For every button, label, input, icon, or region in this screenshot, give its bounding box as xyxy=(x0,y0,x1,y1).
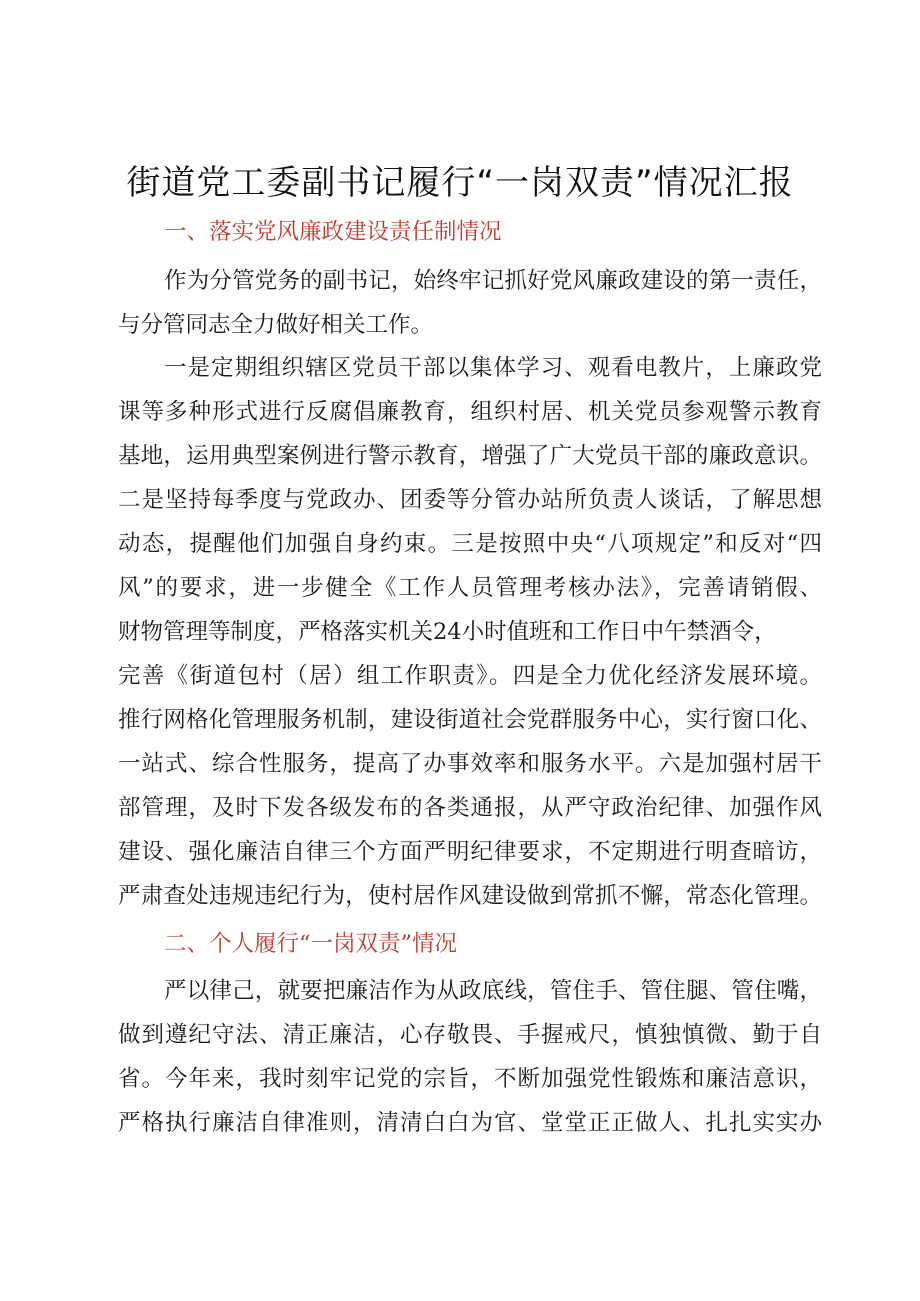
paragraph-line: 完善《街道包村（居）组工作职责》。四是全力优化经济发展环境。 xyxy=(118,663,822,689)
paragraph-line: 风”的要求，进一步健全《工作人员管理考核办法》，完善请销假、 xyxy=(118,575,822,601)
paragraph-line: 严肃查处违规违纪行为，使村居作风建设做到常抓不懈，常态化管理。 xyxy=(118,883,822,909)
paragraph-line: 课等多种形式进行反腐倡廉教育，组织村居、机关党员参观警示教育 xyxy=(118,399,822,425)
paragraph-line: 二是坚持每季度与党政办、团委等分管办站所负责人谈话，了解思想 xyxy=(118,487,822,513)
paragraph-line: 作为分管党务的副书记，始终牢记抓好党风廉政建设的第一责任， xyxy=(164,268,822,294)
paragraph-line: 与分管同志全力做好相关工作。 xyxy=(118,312,434,338)
paragraph-line: 财物管理等制度，严格落实机关24小时值班和工作日中午禁酒令， xyxy=(118,619,777,645)
paragraph-line: 建设、强化廉洁自律三个方面严明纪律要求，不定期进行明查暗访， xyxy=(118,839,822,865)
paragraph-line: 严以律己，就要把廉洁作为从政底线，管住手、管住腿、管住嘴， xyxy=(164,978,822,1004)
paragraph-line: 部管理，及时下发各级发布的各类通报，从严守政治纪律、加强作风 xyxy=(118,795,822,821)
paragraph-line: 一站式、综合性服务，提高了办事效率和服务水平。六是加强村居干 xyxy=(118,751,822,777)
paragraph-line: 基地，运用典型案例进行警示教育，增强了广大党员干部的廉政意识。 xyxy=(118,443,822,469)
section-heading-2: 二、个人履行“一岗双责”情况 xyxy=(164,931,458,957)
paragraph-line: 动态，提醒他们加强自身约束。三是按照中央“八项规定”和反对“四 xyxy=(118,531,822,557)
paragraph-line: 做到遵纪守法、清正廉洁，心存敬畏、手握戒尺，慎独慎微、勤于自 xyxy=(118,1022,822,1048)
paragraph-line: 一是定期组织辖区党员干部以集体学习、观看电教片，上廉政党 xyxy=(164,355,822,381)
paragraph-line: 推行网格化管理服务机制，建设街道社会党群服务中心，实行窗口化、 xyxy=(118,707,822,733)
paragraph-line: 省。今年来，我时刻牢记党的宗旨，不断加强党性锻炼和廉洁意识， xyxy=(118,1066,822,1092)
paragraph-line: 严格执行廉洁自律准则，清清白白为官、堂堂正正做人、扎扎实实办 xyxy=(118,1110,822,1136)
document-title: 街道党工委副书记履行“一岗双责”情况汇报 xyxy=(126,163,794,203)
section-heading-1: 一、落实党风廉政建设责任制情况 xyxy=(164,219,502,245)
